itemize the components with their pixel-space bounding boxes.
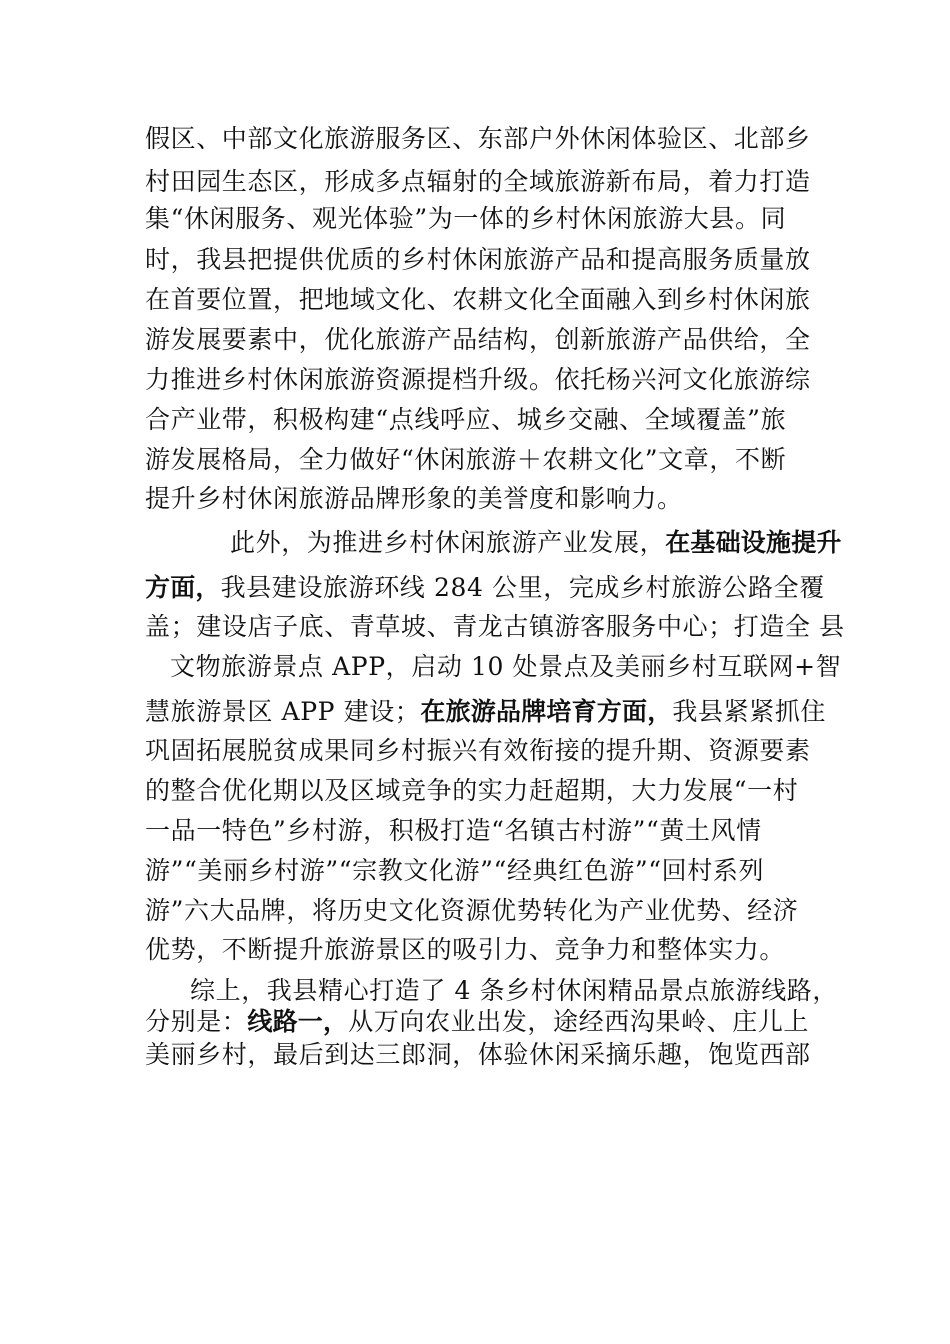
text-line-23: 分别是：线路一，从万向农业出发，途经西沟果岭、庄儿上	[145, 1007, 810, 1036]
text-line-11: 此外，为推进乡村休闲旅游产业发展，在基础设施提升	[230, 528, 842, 557]
text-line-12: 方面，我县建设旅游环线 284 公里，完成乡村旅游公路全覆	[145, 573, 825, 602]
text-line-10: 提升乡村休闲旅游品牌形象的美誉度和影响力。	[145, 484, 683, 513]
text-line-16: 巩固拓展脱贫成果同乡村振兴有效衔接的提升期、资源要素	[145, 736, 811, 765]
bold-heading-aspect: 方面，	[145, 573, 221, 602]
text-line-24: 美丽乡村，最后到达三郎洞，体验休闲采摘乐趣，饱览西部	[145, 1040, 811, 1069]
text-line-22: 综上，我县精心打造了 4 条乡村休闲精品景点旅游线路，	[190, 976, 839, 1005]
text-line-19: 游”“美丽乡村游”“宗教文化游”“经典红色游”“回村系列	[145, 856, 765, 885]
text-line-7: 力推进乡村休闲旅游资源提档升级。依托杨兴河文化旅游综	[145, 365, 811, 394]
text-line-14: 文物旅游景点 APP，启动 10 处景点及美丽乡村互联网+智	[170, 652, 842, 681]
text-line-9: 游发展格局，全力做好“休闲旅游＋农耕文化”文章，不断	[145, 445, 787, 474]
text-line-6: 游发展要素中，优化旅游产品结构，创新旅游产品供给，全	[145, 325, 811, 354]
text-line-13: 盖；建设店子底、青草坡、青龙古镇游客服务中心；打造全 县	[145, 612, 845, 641]
text-line-1: 假区、中部文化旅游服务区、东部户外休闲体验区、北部乡	[145, 124, 811, 153]
text-line-21: 优势，不断提升旅游景区的吸引力、竞争力和整体实力。	[145, 935, 786, 964]
text-line-15: 慧旅游景区 APP 建设；在旅游品牌培育方面，我县紧紧抓住	[145, 697, 827, 726]
bold-heading-infrastructure: 在基础设施提升	[665, 528, 842, 557]
text-line-2: 村田园生态区，形成多点辐射的全域旅游新布局，着力打造	[145, 167, 811, 196]
text-line-8: 合产业带，积极构建“点线呼应、城乡交融、全域覆盖”旅	[145, 405, 787, 434]
bold-heading-route-one: 线路一，	[247, 1007, 349, 1036]
text-line-18: 一品一特色”乡村游，积极打造“名镇古村游”“黄土风情	[145, 816, 762, 845]
text-line-4: 时，我县把提供优质的乡村休闲旅游产品和提高服务质量放	[145, 245, 811, 274]
bold-heading-brand: 在旅游品牌培育方面，	[420, 697, 673, 726]
text-line-5: 在首要位置，把地域文化、农耕文化全面融入到乡村休闲旅	[145, 285, 811, 314]
text-line-20: 游”六大品牌，将历史文化资源优势转化为产业优势、经济	[145, 896, 799, 925]
text-line-17: 的整合优化期以及区域竞争的实力赶超期，大力发展“一村	[145, 776, 799, 805]
text-line-3: 集“休闲服务、观光体验”为一体的乡村休闲旅游大县。同	[145, 204, 787, 233]
